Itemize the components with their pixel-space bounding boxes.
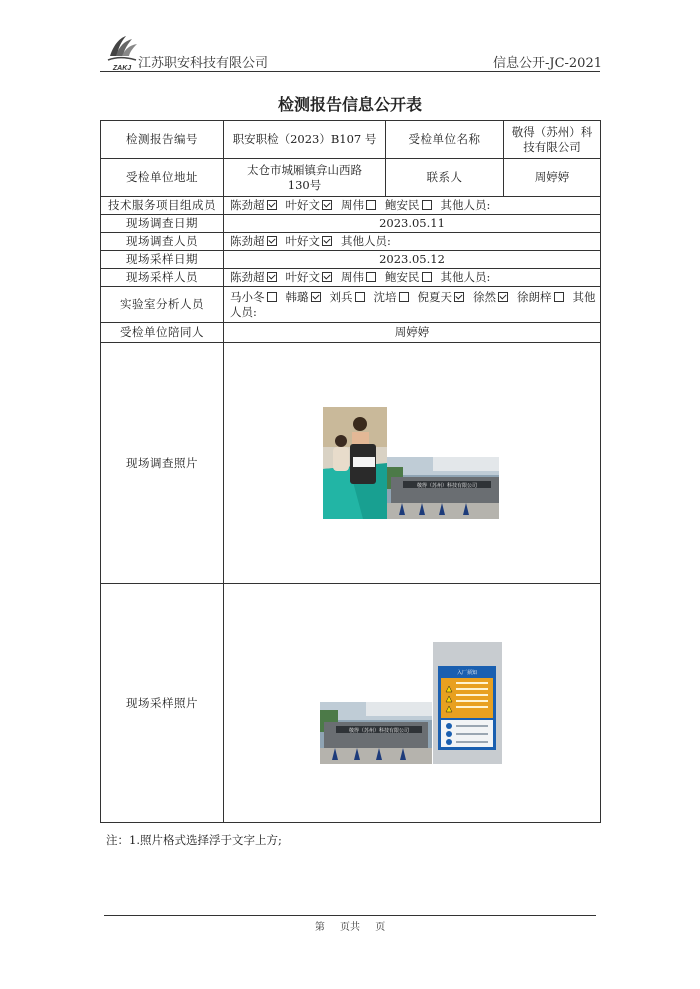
member-name: 陈劲超: [230, 234, 265, 248]
member-name: 鲍安民: [385, 198, 420, 212]
checked-checkbox[interactable]: [322, 200, 332, 210]
member-item: [286, 290, 324, 304]
lab-staff-label: 实验室分析人员: [101, 287, 224, 323]
sampling-photos-cell: [224, 584, 601, 823]
sampling-date-value: 2023.05.12: [224, 251, 601, 269]
member-name: 陈劲超: [230, 270, 265, 284]
member-item: [341, 270, 379, 284]
member-name: 叶好文: [285, 234, 320, 248]
checked-checkbox[interactable]: [322, 236, 332, 246]
checked-checkbox[interactable]: [311, 292, 321, 302]
member-item: [341, 198, 379, 212]
document-code: 信息公开-JC-2021: [492, 56, 602, 71]
others-label: 其他人员:: [440, 198, 491, 212]
member-name: 徐然: [473, 289, 496, 304]
member-name: 鲍安民: [385, 270, 420, 284]
member-item: [230, 234, 280, 248]
member-item: [230, 270, 280, 284]
unchecked-checkbox[interactable]: [366, 200, 376, 210]
page-title: 检测报告信息公开表: [277, 95, 422, 114]
sampling-date-label: 现场采样日期: [101, 251, 224, 269]
client-name-label: 受检单位名称: [386, 121, 504, 159]
unchecked-checkbox[interactable]: [399, 292, 409, 302]
unchecked-checkbox[interactable]: [422, 200, 432, 210]
table-row: [101, 343, 601, 584]
member-name: 倪夏天: [417, 289, 452, 304]
member-item: [286, 234, 336, 248]
survey-staff-members: [224, 233, 601, 251]
member-item: [230, 290, 280, 304]
unchecked-checkbox[interactable]: [554, 292, 564, 302]
unchecked-checkbox[interactable]: [355, 292, 365, 302]
table-row: [101, 197, 601, 215]
survey-photos-label: 现场调查照片: [101, 343, 224, 584]
member-item: [286, 270, 336, 284]
member-item: [286, 198, 336, 212]
unchecked-checkbox[interactable]: [366, 272, 376, 282]
member-name: 叶好文: [285, 270, 320, 284]
header-divider: [100, 71, 600, 72]
checked-checkbox[interactable]: [322, 272, 332, 282]
member-name: 周伟: [341, 270, 364, 284]
company-name: 江苏职安科技有限公司: [138, 56, 269, 71]
checked-checkbox[interactable]: [267, 236, 277, 246]
others-label: 其他人员:: [440, 270, 491, 284]
member-name: 沈培: [373, 289, 397, 304]
others-label: 其他人员:: [230, 289, 596, 319]
unchecked-checkbox[interactable]: [267, 292, 277, 302]
lab-staff-members: [224, 287, 601, 323]
others-label: 其他人员:: [341, 234, 391, 248]
checked-checkbox[interactable]: [267, 272, 277, 282]
footer-page-label: 第: [314, 922, 325, 933]
table-row: [101, 323, 601, 343]
table-row: [101, 215, 601, 233]
checked-checkbox[interactable]: [267, 200, 277, 210]
table-row: [101, 121, 601, 159]
footer-divider: [104, 915, 596, 916]
member-item: [418, 290, 468, 304]
report-no-label: 检测报告编号: [101, 121, 224, 159]
member-item: [517, 290, 567, 304]
member-name: 马小冬: [230, 289, 265, 304]
sampling-company-sign-text: 敬得（苏州）科技有限公司: [348, 728, 410, 734]
survey-date-value: 2023.05.11: [224, 215, 601, 233]
member-item: [385, 198, 435, 212]
member-item: [230, 198, 280, 212]
member-name: 周伟: [341, 198, 364, 212]
company-logo: [104, 30, 140, 72]
table-row: [101, 269, 601, 287]
sampling-photos-group: [320, 642, 502, 764]
survey-photo-people: [323, 407, 499, 519]
member-name: 徐朗梓: [517, 289, 552, 304]
member-item: [385, 270, 435, 284]
client-address-label: 受检单位地址: [101, 159, 224, 197]
client-address-value: 太仓市城厢镇弇山西路130号: [224, 159, 386, 197]
member-name: 叶好文: [285, 198, 320, 212]
table-row: [101, 233, 601, 251]
survey-company-sign-text: 敬得（苏州）科技有限公司: [416, 483, 478, 489]
escort-value: 周婷婷: [224, 323, 601, 343]
member-item: [473, 290, 511, 304]
sampling-photo-scene: [320, 642, 502, 764]
logo-text: ZAKJ: [112, 65, 132, 72]
team-label: 技术服务项目组成员: [101, 197, 224, 215]
sampling-staff-members: [224, 269, 601, 287]
checked-checkbox[interactable]: [454, 292, 464, 302]
footnote: 注：1.照片格式选择浮于文字上方;: [106, 833, 282, 847]
table-row: [101, 159, 601, 197]
info-table: [100, 120, 601, 823]
table-row: [101, 584, 601, 823]
report-no-value: 职安职检（2023）B107 号: [224, 121, 386, 159]
page-footer: [0, 918, 700, 933]
contact-label: 联系人: [386, 159, 504, 197]
member-item: [374, 290, 412, 304]
table-row: [101, 287, 601, 323]
footer-page-mid: 页共: [340, 922, 360, 933]
contact-value: 周婷婷: [504, 159, 601, 197]
notice-board-title: 入厂须知: [456, 670, 478, 676]
checked-checkbox[interactable]: [498, 292, 508, 302]
footer-page-end: 页: [375, 922, 386, 933]
survey-photos-group: [323, 407, 499, 519]
table-row: [101, 251, 601, 269]
survey-staff-label: 现场调查人员: [101, 233, 224, 251]
sampling-staff-label: 现场采样人员: [101, 269, 224, 287]
survey-date-label: 现场调查日期: [101, 215, 224, 233]
member-name: 陈劲超: [230, 198, 265, 212]
member-name: 韩璐: [285, 289, 309, 304]
unchecked-checkbox[interactable]: [422, 272, 432, 282]
member-name: 刘兵: [329, 289, 353, 304]
client-name-value: 敬得（苏州）科技有限公司: [504, 121, 601, 159]
member-item: [330, 290, 368, 304]
sampling-photos-label: 现场采样照片: [101, 584, 224, 823]
escort-label: 受检单位陪同人: [101, 323, 224, 343]
survey-photos-cell: [224, 343, 601, 584]
team-members: [224, 197, 601, 215]
